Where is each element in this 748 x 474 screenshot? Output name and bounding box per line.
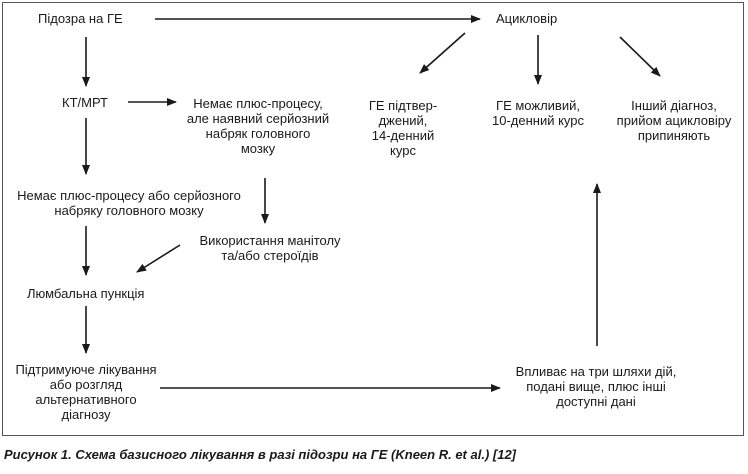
arrow-acyclovir-to-confirmed [420, 33, 465, 73]
node-he-confirmed: ГЕ підтвер- джений, 14-денний курс [368, 98, 438, 158]
arrow-acyclovir-to-other [620, 37, 660, 76]
node-no-plus-but-edema: Немає плюс-процесу, але наявний серйозний набряк головного мозку [186, 96, 330, 156]
node-suspicion: Підозра на ГЕ [38, 11, 123, 26]
node-lumbar-puncture: Люмбальна пункція [27, 286, 145, 301]
node-supportive-treatment: Підтримуюче лікування або розгляд альтернативного діагнозу [15, 362, 157, 422]
node-three-paths: Впливає на три шляхи дій, подані вище, плюс інші доступні дані [515, 364, 677, 409]
node-acyclovir: Ацикловір [496, 11, 558, 26]
node-other-diagnosis: Інший діагноз, прийом ацикловіру припиняють [616, 98, 732, 143]
arrow-mannitol-to-lumbar [137, 245, 180, 272]
node-he-possible: ГЕ можливий, 10-денний курс [491, 98, 584, 128]
figure-caption: Рисунок 1. Схема базисного лікування в разі підозри на ГЕ (Kneen R. et al.) [12] [4, 447, 517, 462]
node-no-plus-or-edema: Немає плюс-процесу або серйозного набряку головного мозку [17, 188, 241, 218]
node-mannitol: Використання манітолу та/або стероїдів [199, 233, 341, 263]
node-ct-mri: КТ/МРТ [62, 95, 108, 110]
